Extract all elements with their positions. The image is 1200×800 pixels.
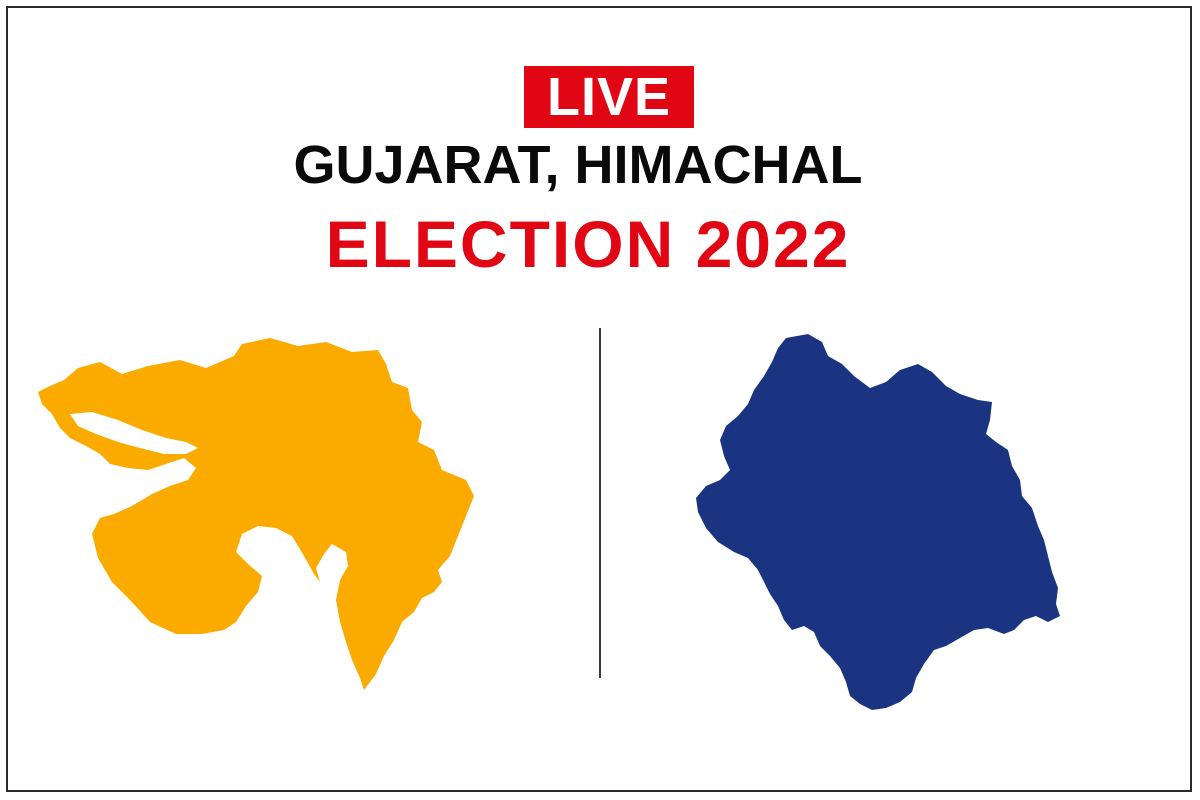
live-label: LIVE bbox=[546, 67, 672, 127]
gujarat-map bbox=[30, 330, 490, 700]
gujarat-map-shape bbox=[38, 338, 474, 690]
live-badge bbox=[524, 66, 694, 128]
map-divider bbox=[599, 328, 601, 678]
headline: GUJARAT, HIMACHAL bbox=[293, 135, 863, 195]
subheadline: ELECTION 2022 bbox=[325, 207, 851, 281]
himachal-map-shape bbox=[696, 334, 1060, 710]
himachal-map bbox=[690, 330, 1070, 715]
